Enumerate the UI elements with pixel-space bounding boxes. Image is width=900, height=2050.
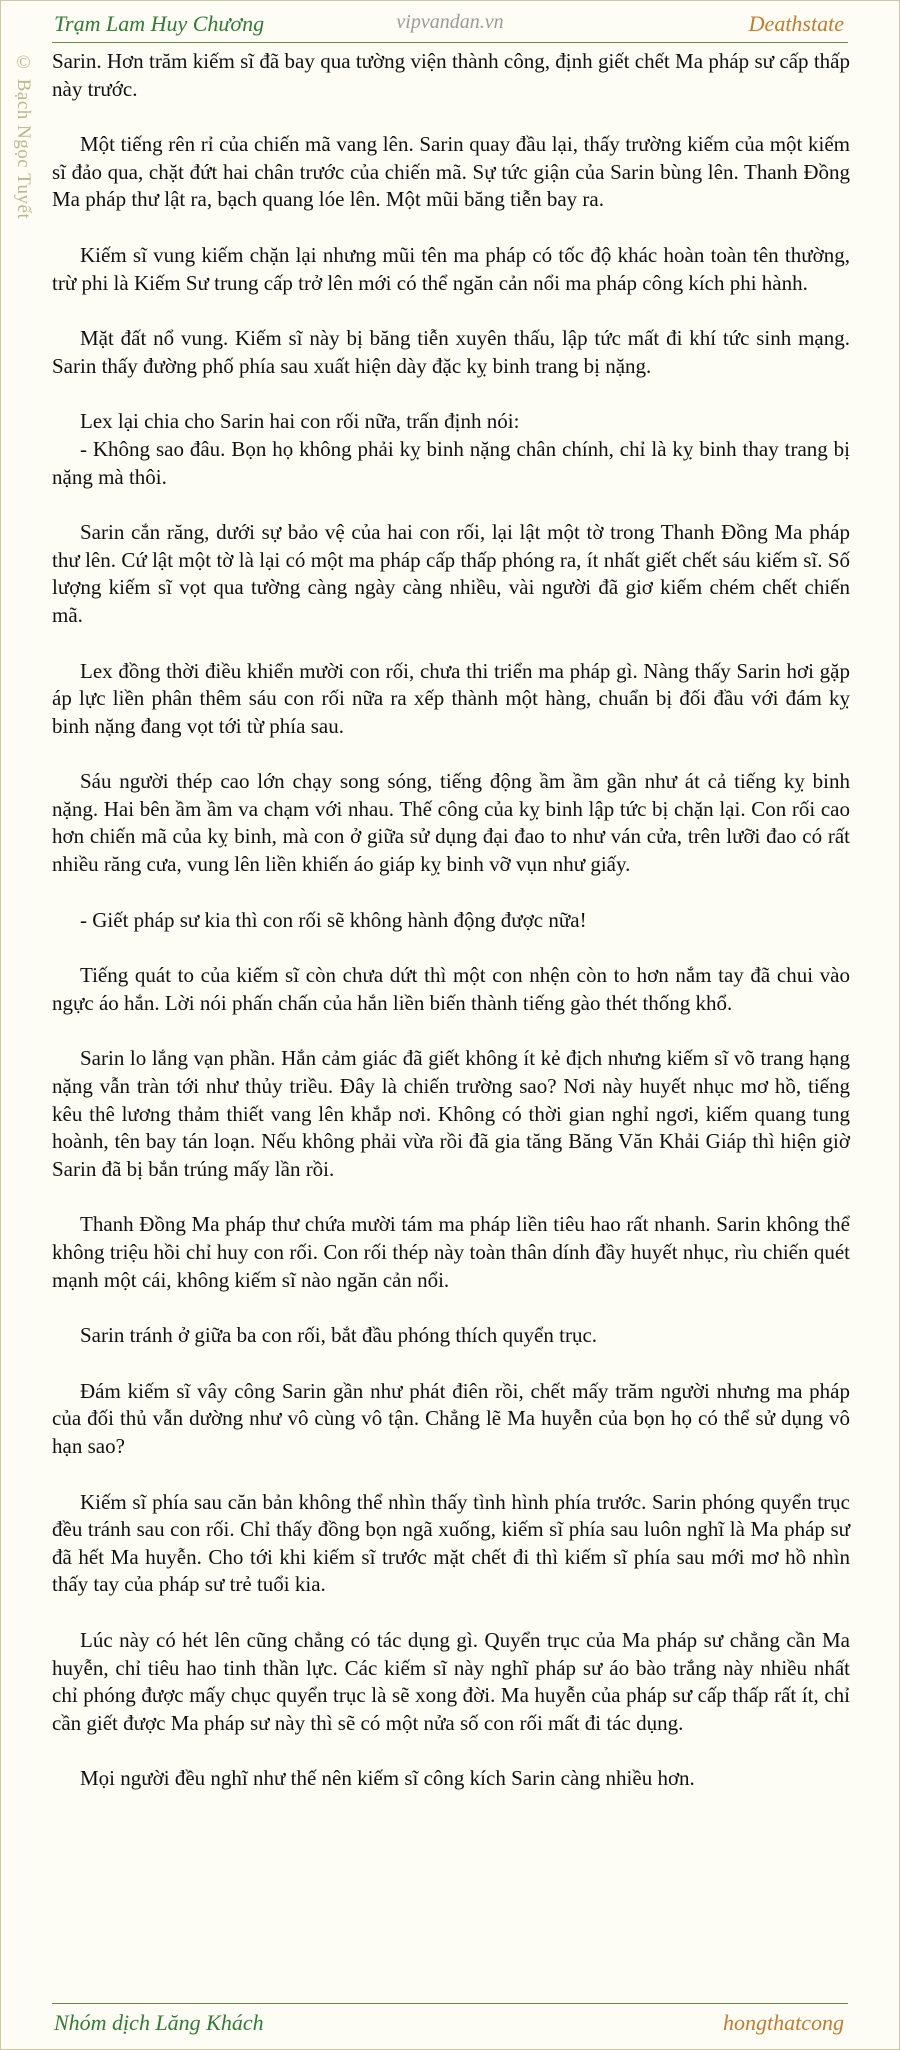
paragraph: Sáu người thép cao lớn chạy song sóng, tiếng động ầm ầm gần như át cả tiếng kỵ binh nặng. Hai bên ầm ầm va chạm với nhau. Thế công của kỵ binh lập tức bị chặn lại. Con rối cao hơn chiến mã của kỵ binh, mà con ở giữa sử dụng đại đao to như ván cửa, trên lưỡi đao có rất nhiều răng cưa, vung lên liền khiến áo giáp kỵ binh vỡ vụn như giấy. xyxy=(52,769,850,877)
dialogue-line: - Giết pháp sư kia thì con rối sẽ không hành động được nữa! xyxy=(80,907,587,932)
dialogue-line: - Không sao đâu. Bọn họ không phải kỵ binh nặng chân chính, chỉ là kỵ binh thay trang bị nặng mà thôi. xyxy=(52,436,850,489)
paragraph: Sarin. Hơn trăm kiếm sĩ đã bay qua tường viện thành công, định giết chết Ma pháp sư cấp thấp này trước. xyxy=(52,49,850,101)
paragraph: Lex đồng thời điều khiển mười con rối, chưa thi triển ma pháp gì. Nàng thấy Sarin hơi gặp áp lực liền phân thêm sáu con rối nữa ra xếp thành một hàng, chuẩn bị đối đầu với đám kỵ binh nặng đang vọt tới từ phía sau. xyxy=(52,658,850,738)
header-site-name: vipvandan.vn xyxy=(396,11,504,33)
chapter-content xyxy=(52,48,850,1821)
page-header xyxy=(52,8,848,43)
paragraph: Một tiếng rên rỉ của chiến mã vang lên. Sarin quay đầu lại, thấy trường kiếm của một kiếm sĩ đảo qua, chặt đứt hai chân trước của chiến mã. Sự tức giận của Sarin bùng lên. Thanh Đồng Ma pháp thư lật ra, bạch quang lóe lên. Một mũi băng tiễn bay ra. xyxy=(52,132,850,212)
footer-uploader: hongthatcong xyxy=(723,2010,844,2035)
paragraph: Lúc này có hét lên cũng chẳng có tác dụng gì. Quyển trục của Ma pháp sư chẳng cần Ma huyễn, chỉ tiêu hao tinh thần lực. Các kiếm sĩ này nghĩ pháp sư áo bào trắng này nhiều nhất chỉ phóng được mấy chục quyển trục là sẽ xong đời. Ma huyễn của pháp sư cấp thấp rất ít, chỉ cần giết được Ma pháp sư này thì sẽ có một nửa số con rối mất đi tác dụng. xyxy=(52,1627,850,1735)
paragraph: Thanh Đồng Ma pháp thư chứa mười tám ma pháp liền tiêu hao rất nhanh. Sarin không thể không triệu hồi chỉ huy con rối. Con rối thép này toàn thân dính đầy huyết nhục, rìu chiến quét mạnh một cái, không kiếm sĩ nào ngăn cản nổi. xyxy=(52,1212,850,1292)
paragraph: Đám kiếm sĩ vây công Sarin gần như phát điên rồi, chết mấy trăm người nhưng ma pháp của đối thủ vẫn dường như vô cùng vô tận. Chẳng lẽ Ma huyễn của bọn họ có thể sử dụng vô hạn sao? xyxy=(52,1378,850,1458)
paragraph-group xyxy=(52,408,850,491)
paragraph: Kiếm sĩ phía sau căn bản không thể nhìn thấy tình hình phía trước. Sarin phóng quyển trục đều tránh sau con rối. Chỉ thấy đồng bọn ngã xuống, kiếm sĩ phía sau luôn nghĩ là Ma pháp sư đã hết Ma huyễn. Cho tới khi kiếm sĩ trước mặt chết đi thì kiếm sĩ phía sau mới mơ hồ nhìn thấy tay của pháp sư trẻ tuổi kia. xyxy=(52,1489,850,1597)
paragraph-line: Lex lại chia cho Sarin hai con rối nữa, trấn định nói: xyxy=(80,409,520,434)
paragraph: Mọi người đều nghĩ như thế nên kiếm sĩ công kích Sarin càng nhiều hơn. xyxy=(80,1766,695,1791)
header-book-title: Trạm Lam Huy Chương xyxy=(54,11,265,36)
sidebar-copyright: © Bạch Ngọc Tuyết xyxy=(13,52,34,220)
paragraph: Sarin lo lắng vạn phần. Hắn cảm giác đã giết không ít kẻ địch nhưng kiếm sĩ võ trang hạng nặng vẫn tràn tới như thủy triều. Đây là chiến trường sao? Nơi này huyết nhục mơ hồ, tiếng kêu thê lương thảm thiết vang lên khắp nơi. Không có thời gian nghỉ ngơi, kiếm quang tung hoành, tên bay tán loạn. Nếu không phải vừa rồi đã gia tăng Băng Văn Khải Giáp thì hiện giờ Sarin đã bị bắn trúng mấy lần rồi. xyxy=(52,1046,850,1181)
footer-group-name: Nhóm dịch Lăng Khách xyxy=(54,2010,264,2035)
paragraph: Kiếm sĩ vung kiếm chặn lại nhưng mũi tên ma pháp có tốc độ khác hoàn toàn tên thường, trừ phi là Kiếm Sư trung cấp trở lên mới có thể ngăn cản nổi ma pháp công kích phi hành. xyxy=(52,242,850,295)
paragraph: Sarin cắn răng, dưới sự bảo vệ của hai con rối, lại lật một tờ trong Thanh Đồng Ma pháp thư lên. Cứ lật một tờ là lại có một ma pháp cấp thấp phóng ra, ít nhất giết chết sáu kiếm sĩ. Số lượng kiếm sĩ vọt qua tường càng ngày càng nhiều, vài người đã giơ kiếm chém chết chiến mã. xyxy=(52,520,850,627)
paragraph: Tiếng quát to của kiếm sĩ còn chưa dứt thì một con nhện còn to hơn nắm tay đã chui vào ngực áo hắn. Lời nói phấn chấn của hắn liền biến thành tiếng gào thét thống khổ. xyxy=(52,963,850,1015)
page-footer xyxy=(52,2003,848,2040)
header-translator: Deathstate xyxy=(748,11,844,36)
paragraph: Mặt đất nổ vung. Kiếm sĩ này bị băng tiễn xuyên thấu, lập tức mất đi khí tức sinh mạng. Sarin thấy đường phố phía sau xuất hiện dày đặc kỵ binh trang bị nặng. xyxy=(52,326,850,378)
paragraph: Sarin tránh ở giữa ba con rối, bắt đầu phóng thích quyển trục. xyxy=(80,1323,598,1348)
